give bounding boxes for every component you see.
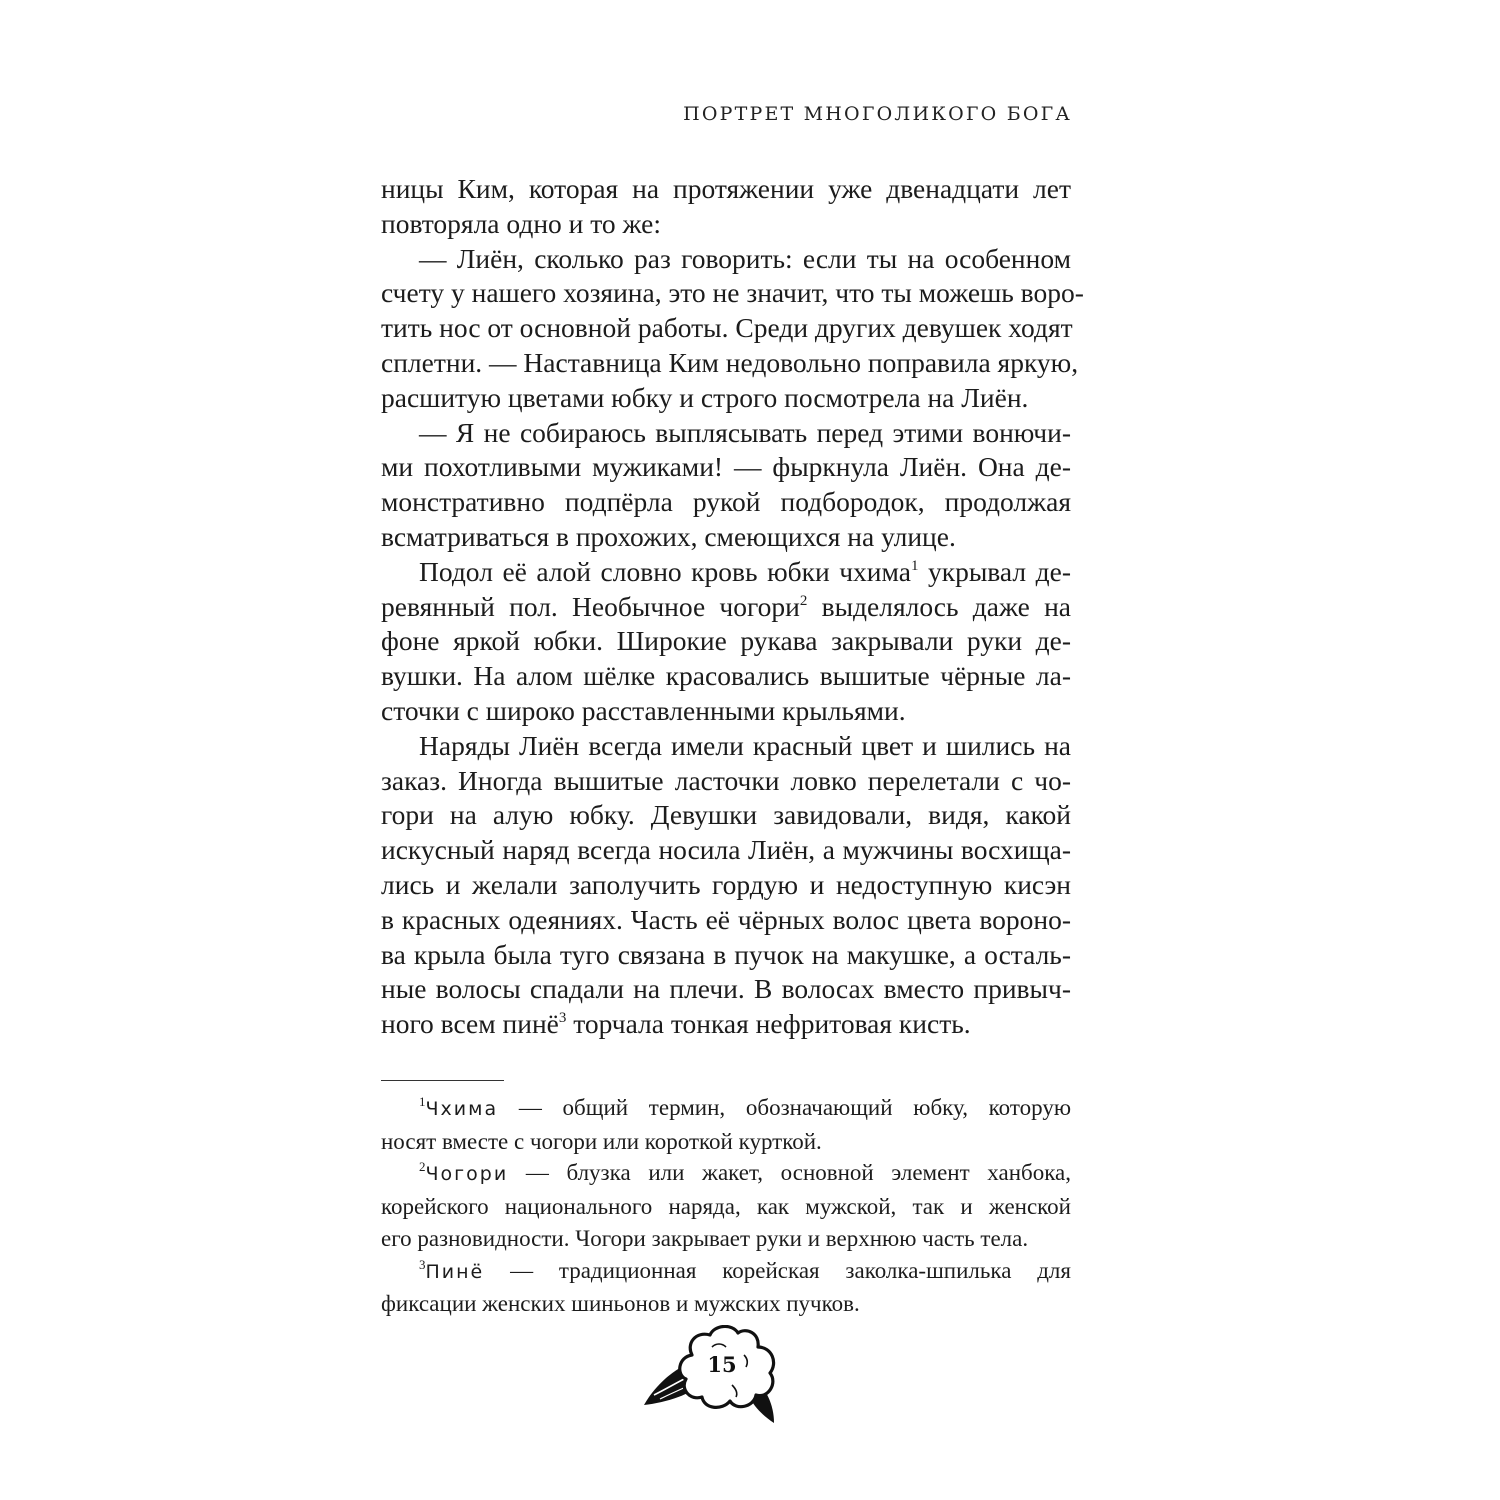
footnote-text: — блузка или жакет, основной элемент ханбока,	[508, 1160, 1071, 1186]
body-line: ва крыла была туго связана в пучок на макушке, а осталь-	[381, 938, 1071, 970]
footnote-line	[381, 1157, 1071, 1191]
body-line: — Я не собираюсь выплясывать перед этими вонючи-	[419, 416, 1071, 448]
footnote-2	[381, 1157, 1071, 1254]
footnote-separator	[381, 1080, 504, 1081]
footnotes	[381, 1092, 1071, 1320]
body-line: всматриваться в прохожих, смеющихся на улице.	[381, 520, 956, 552]
footnote-line: корейского национального наряда, как мужской, так и женской	[381, 1194, 1071, 1220]
body-line: сплетни. — Наставница Ким недовольно поправила яркую,	[381, 346, 1079, 378]
footnote-text: — традиционная корейская заколка-шпилька для	[484, 1257, 1071, 1283]
footnote-line: фиксации женских шиньонов и мужских пучков.	[381, 1291, 860, 1317]
body-line: повторяла одно и то же:	[381, 207, 662, 239]
footnote-1	[381, 1092, 1071, 1157]
text-run: торчала тонкая нефритовая кисть.	[566, 1008, 971, 1040]
text-run: ревянный пол. Необычное чогори	[381, 590, 800, 622]
text-run: выделялось даже на	[807, 590, 1072, 622]
body-line: вушки. На алом шёлке красовались вышитые чёрные ла-	[381, 660, 1071, 692]
page-number: 15	[707, 1352, 737, 1377]
footnote-number: 2	[419, 1159, 426, 1175]
body-line: искусный наряд всегда носила Лиён, а мужчины восхища-	[381, 834, 1071, 866]
footnote-text: — общий термин, обозначающий юбку, которую	[498, 1095, 1071, 1120]
running-head: ПОРТРЕТ МНОГОЛИКОГО БОГА	[683, 103, 1072, 125]
body-line: ми похотливыми мужиками! — фыркнула Лиён. Она де-	[381, 451, 1071, 483]
body-line: — Лиён, сколько раз говорить: если ты на особенном	[419, 242, 1071, 274]
body-line: ницы Ким, которая на протяжении уже двенадцати лет	[381, 173, 1071, 204]
body-line: счету у нашего хозяина, это не значит, что ты можешь воро-	[381, 277, 1084, 309]
body-line: заказ. Иногда вышитые ласточки ловко перелетали с чо-	[381, 764, 1071, 796]
body-line: расшитую цветами юбку и строго посмотрела на Лиён.	[381, 381, 1029, 413]
footnote-term: Чогори	[425, 1163, 509, 1186]
body-line: гори на алую юбку. Девушки завидовали, видя, какой	[381, 799, 1071, 831]
body-text	[381, 172, 1084, 1042]
body-line: тить нос от основной работы. Среди других девушек ходят	[381, 312, 1073, 344]
body-line: фоне яркой юбки. Широкие рукава закрывали руки де-	[381, 625, 1071, 657]
footnote-3	[381, 1255, 1071, 1320]
body-line	[381, 1007, 1071, 1042]
footnote-line: носят вместе с чогори или короткой курткой.	[381, 1128, 822, 1154]
body-line: Наряды Лиён всегда имели красный цвет и шились на	[419, 729, 1071, 761]
body-line	[381, 555, 1071, 590]
footnote-number: 1	[419, 1094, 426, 1109]
text-run: Подол её алой словно кровь юбки чхима	[419, 555, 911, 587]
page-number-ornament	[640, 1325, 790, 1425]
body-line: монстративно подпёрла рукой подбородок, продолжая	[381, 486, 1071, 518]
body-line: лись и желали заполучить гордую и недоступную кисэн	[381, 868, 1071, 900]
footnote-number: 3	[419, 1256, 426, 1272]
footnote-line: его разновидности. Чогори закрывает руки и верхнюю часть тела.	[381, 1225, 1029, 1251]
footnote-term: Пинё	[425, 1260, 485, 1283]
footnote-line	[381, 1092, 1071, 1126]
body-line	[381, 590, 1071, 625]
text-run: укрывал де-	[918, 555, 1071, 587]
footnote-line	[381, 1255, 1071, 1289]
footnote-ref-2[interactable]: 2	[799, 592, 808, 609]
text-run: ного всем пинё	[381, 1008, 559, 1040]
body-line: в красных одеяниях. Часть её чёрных волос цвета вороно-	[381, 903, 1071, 935]
footnote-term: Чхима	[425, 1098, 499, 1120]
footnote-ref-1[interactable]: 1	[910, 557, 919, 574]
body-line: сточки с широко расставленными крыльями.	[381, 694, 906, 726]
body-line: ные волосы спадали на плечи. В волосах вместо привыч-	[381, 973, 1071, 1005]
footnote-ref-3[interactable]: 3	[558, 1010, 567, 1027]
